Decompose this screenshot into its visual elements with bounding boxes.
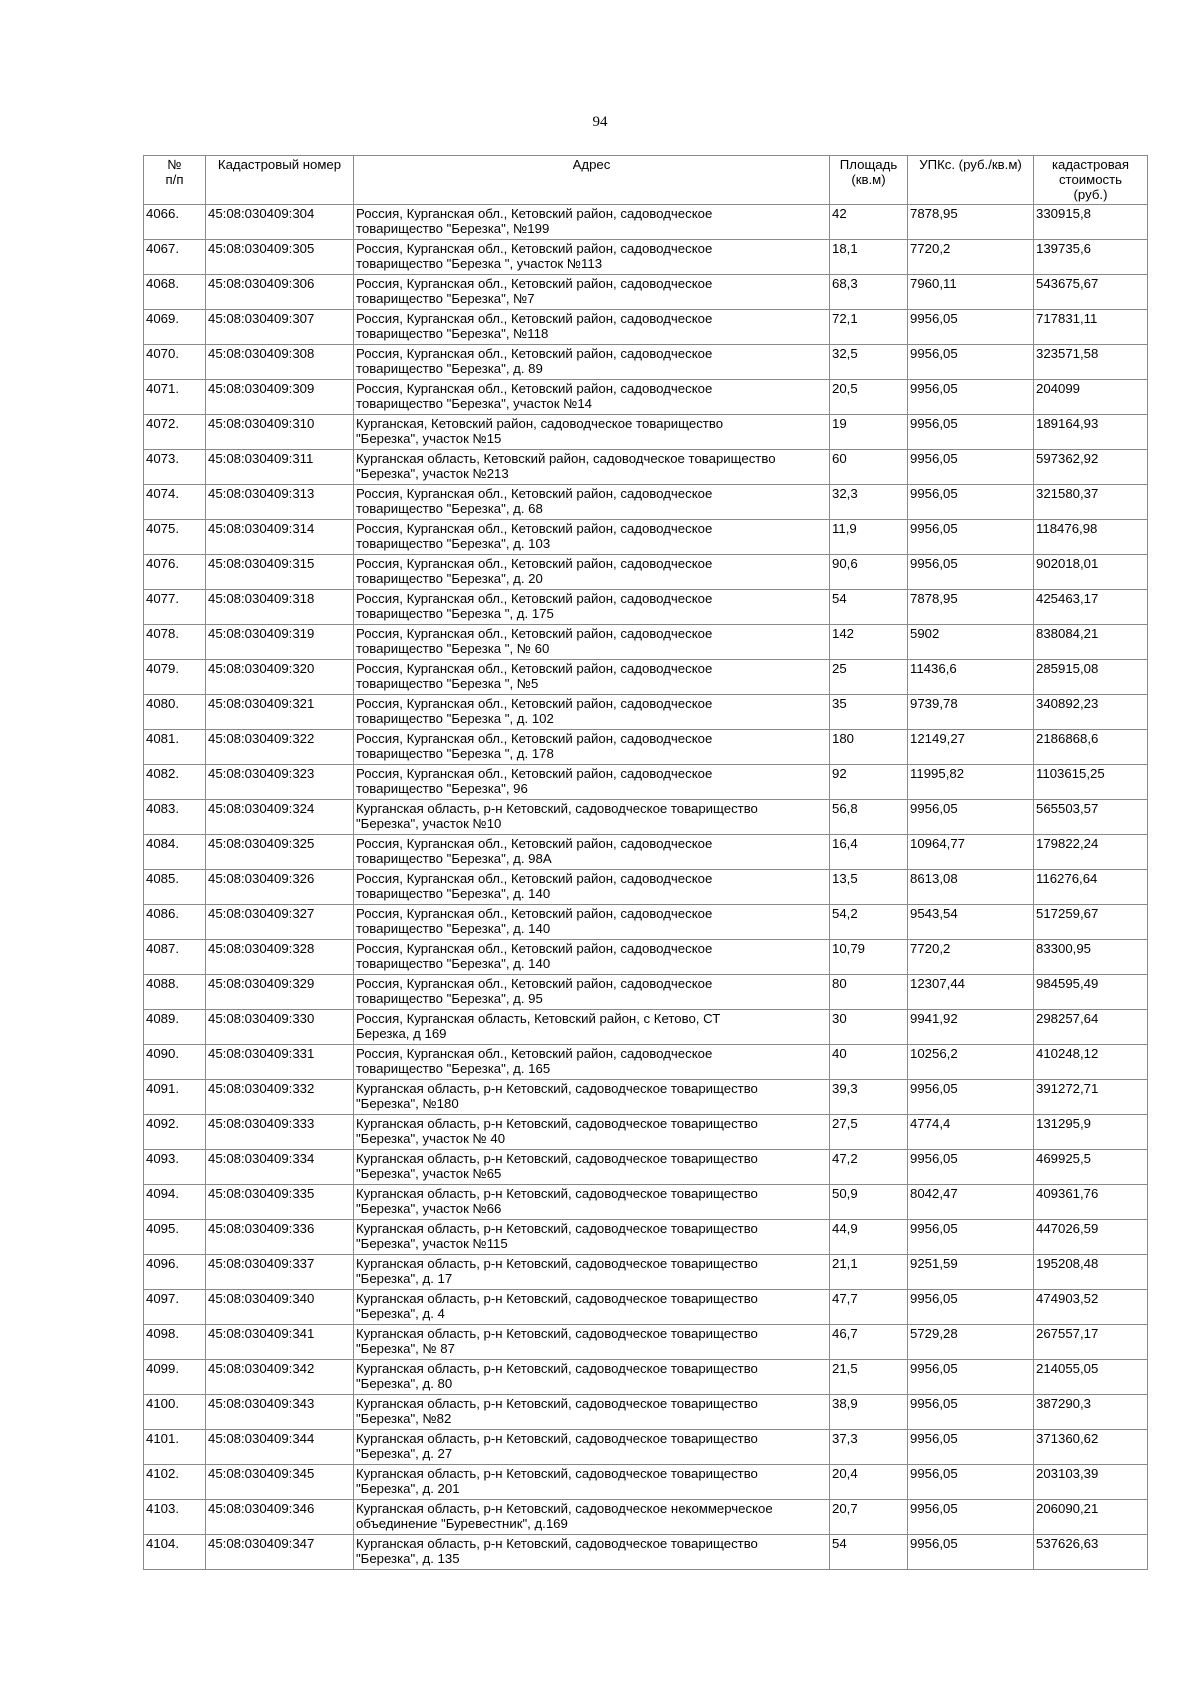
cadastral-number: 45:08:030409:305 (206, 240, 354, 275)
upks: 8042,47 (908, 1185, 1034, 1220)
cadastral-number: 45:08:030409:345 (206, 1465, 354, 1500)
cadastral-number: 45:08:030409:331 (206, 1045, 354, 1080)
cadastral-number: 45:08:030409:340 (206, 1290, 354, 1325)
table-row (144, 835, 1148, 870)
cadastral-value: 2186868,6 (1034, 730, 1148, 765)
upks: 9956,05 (908, 1220, 1034, 1255)
cadastral-value: 323571,58 (1034, 345, 1148, 380)
area: 54 (830, 1535, 908, 1570)
address: Россия, Курганская обл., Кетовский район, садоводческое товарищество "Березка", д. 98А (354, 835, 830, 870)
cadastral-value: 267557,17 (1034, 1325, 1148, 1360)
upks: 9956,05 (908, 345, 1034, 380)
upks: 9956,05 (908, 555, 1034, 590)
area: 32,3 (830, 485, 908, 520)
upks: 7878,95 (908, 590, 1034, 625)
upks: 5729,28 (908, 1325, 1034, 1360)
cadastral-number: 45:08:030409:334 (206, 1150, 354, 1185)
row-number: 4090. (144, 1045, 206, 1080)
cadastral-number: 45:08:030409:315 (206, 555, 354, 590)
cadastral-number: 45:08:030409:307 (206, 310, 354, 345)
row-number: 4071. (144, 380, 206, 415)
address: Курганская область, р-н Кетовский, садоводческое некоммерческое объединение "Буревестник", д.169 (354, 1500, 830, 1535)
cadastral-value: 131295,9 (1034, 1115, 1148, 1150)
cadastral-value: 984595,49 (1034, 975, 1148, 1010)
cadastral-value: 179822,24 (1034, 835, 1148, 870)
cadastral-value: 902018,01 (1034, 555, 1148, 590)
row-number: 4077. (144, 590, 206, 625)
cadastral-number: 45:08:030409:318 (206, 590, 354, 625)
cadastral-number: 45:08:030409:341 (206, 1325, 354, 1360)
row-number: 4101. (144, 1430, 206, 1465)
cadastral-number: 45:08:030409:320 (206, 660, 354, 695)
row-number: 4095. (144, 1220, 206, 1255)
table-row (144, 1290, 1148, 1325)
cadastral-number: 45:08:030409:309 (206, 380, 354, 415)
upks: 9251,59 (908, 1255, 1034, 1290)
upks: 9956,05 (908, 310, 1034, 345)
row-number: 4072. (144, 415, 206, 450)
upks: 9956,05 (908, 1535, 1034, 1570)
cadastral-value: 1103615,25 (1034, 765, 1148, 800)
address: Россия, Курганская обл., Кетовский район, садоводческое товарищество "Березка", 96 (354, 765, 830, 800)
header-cadastral-number: Кадастровый номер (206, 156, 354, 205)
address: Курганская область, р-н Кетовский, садоводческое товарищество "Березка", №180 (354, 1080, 830, 1115)
header-number: № п/п (144, 156, 206, 205)
address: Курганская, Кетовский район, садоводческое товарищество "Березка", участок №15 (354, 415, 830, 450)
cadastral-number: 45:08:030409:335 (206, 1185, 354, 1220)
row-number: 4085. (144, 870, 206, 905)
cadastral-value: 195208,48 (1034, 1255, 1148, 1290)
area: 27,5 (830, 1115, 908, 1150)
row-number: 4086. (144, 905, 206, 940)
row-number: 4068. (144, 275, 206, 310)
row-number: 4103. (144, 1500, 206, 1535)
table-row (144, 1115, 1148, 1150)
upks: 9956,05 (908, 1430, 1034, 1465)
area: 20,4 (830, 1465, 908, 1500)
cadastral-number: 45:08:030409:344 (206, 1430, 354, 1465)
cadastral-number: 45:08:030409:314 (206, 520, 354, 555)
upks: 9956,05 (908, 800, 1034, 835)
address: Россия, Курганская обл., Кетовский район, садоводческое товарищество "Березка", №199 (354, 205, 830, 240)
area: 54,2 (830, 905, 908, 940)
cadastral-number: 45:08:030409:327 (206, 905, 354, 940)
address: Россия, Курганская обл., Кетовский район, садоводческое товарищество "Березка", д. 140 (354, 870, 830, 905)
address: Россия, Курганская обл., Кетовский район, садоводческое товарищество "Березка", д. 89 (354, 345, 830, 380)
cadastral-value: 391272,71 (1034, 1080, 1148, 1115)
row-number: 4098. (144, 1325, 206, 1360)
upks: 9956,05 (908, 485, 1034, 520)
row-number: 4066. (144, 205, 206, 240)
address: Курганская область, р-н Кетовский, садоводческое товарищество "Березка", участок №66 (354, 1185, 830, 1220)
cadastral-number: 45:08:030409:326 (206, 870, 354, 905)
upks: 7720,2 (908, 940, 1034, 975)
area: 54 (830, 590, 908, 625)
cadastral-value: 597362,92 (1034, 450, 1148, 485)
row-number: 4093. (144, 1150, 206, 1185)
row-number: 4067. (144, 240, 206, 275)
row-number: 4089. (144, 1010, 206, 1045)
address: Россия, Курганская обл., Кетовский район, садоводческое товарищество "Березка", д. 95 (354, 975, 830, 1010)
row-number: 4087. (144, 940, 206, 975)
cadastral-number: 45:08:030409:304 (206, 205, 354, 240)
address: Россия, Курганская обл., Кетовский район, садоводческое товарищество "Березка", д. 165 (354, 1045, 830, 1080)
table-row (144, 485, 1148, 520)
cadastral-value: 118476,98 (1034, 520, 1148, 555)
area: 47,2 (830, 1150, 908, 1185)
cadastral-value: 838084,21 (1034, 625, 1148, 660)
cadastral-value: 371360,62 (1034, 1430, 1148, 1465)
upks: 9956,05 (908, 1290, 1034, 1325)
cadastral-number: 45:08:030409:346 (206, 1500, 354, 1535)
cadastral-value: 214055,05 (1034, 1360, 1148, 1395)
area: 180 (830, 730, 908, 765)
area: 30 (830, 1010, 908, 1045)
table-row (144, 1255, 1148, 1290)
address: Курганская область, р-н Кетовский, садоводческое товарищество "Березка", д. 80 (354, 1360, 830, 1395)
table-row (144, 1185, 1148, 1220)
row-number: 4088. (144, 975, 206, 1010)
table-row (144, 940, 1148, 975)
upks: 9956,05 (908, 1500, 1034, 1535)
table-row (144, 625, 1148, 660)
address: Россия, Курганская обл., Кетовский район, садоводческое товарищество "Березка ", д. 102 (354, 695, 830, 730)
cadastral-value: 285915,08 (1034, 660, 1148, 695)
table-row (144, 1500, 1148, 1535)
area: 19 (830, 415, 908, 450)
cadastral-number: 45:08:030409:329 (206, 975, 354, 1010)
area: 80 (830, 975, 908, 1010)
cadastral-value: 447026,59 (1034, 1220, 1148, 1255)
area: 11,9 (830, 520, 908, 555)
area: 35 (830, 695, 908, 730)
cadastral-number: 45:08:030409:343 (206, 1395, 354, 1430)
cadastral-number: 45:08:030409:319 (206, 625, 354, 660)
upks: 9941,92 (908, 1010, 1034, 1045)
table-row (144, 1045, 1148, 1080)
address: Россия, Курганская область, Кетовский район, с Кетово, СТ Березка, д 169 (354, 1010, 830, 1045)
row-number: 4084. (144, 835, 206, 870)
upks: 8613,08 (908, 870, 1034, 905)
upks: 9543,54 (908, 905, 1034, 940)
cadastral-number: 45:08:030409:323 (206, 765, 354, 800)
upks: 9956,05 (908, 520, 1034, 555)
table-row (144, 1010, 1148, 1045)
upks: 11436,6 (908, 660, 1034, 695)
table-row (144, 870, 1148, 905)
address: Курганская область, р-н Кетовский, садоводческое товарищество "Березка", д. 4 (354, 1290, 830, 1325)
row-number: 4104. (144, 1535, 206, 1570)
cadastral-number: 45:08:030409:324 (206, 800, 354, 835)
header-row (144, 156, 1148, 205)
area: 21,5 (830, 1360, 908, 1395)
cadastral-value: 203103,39 (1034, 1465, 1148, 1500)
upks: 9956,05 (908, 1395, 1034, 1430)
address: Россия, Курганская обл., Кетовский район, садоводческое товарищество "Березка", №7 (354, 275, 830, 310)
address: Россия, Курганская обл., Кетовский район, садоводческое товарищество "Березка", №118 (354, 310, 830, 345)
row-number: 4078. (144, 625, 206, 660)
cadastral-value: 298257,64 (1034, 1010, 1148, 1045)
table-row (144, 1080, 1148, 1115)
header-cadastral-value: кадастровая стоимость (руб.) (1034, 156, 1148, 205)
cadastral-value: 543675,67 (1034, 275, 1148, 310)
area: 32,5 (830, 345, 908, 380)
cadastral-number: 45:08:030409:321 (206, 695, 354, 730)
area: 47,7 (830, 1290, 908, 1325)
row-number: 4079. (144, 660, 206, 695)
table-row (144, 1220, 1148, 1255)
header-area: Площадь (кв.м) (830, 156, 908, 205)
cadastral-number: 45:08:030409:337 (206, 1255, 354, 1290)
address: Россия, Курганская обл., Кетовский район, садоводческое товарищество "Березка ", д. 178 (354, 730, 830, 765)
table-row (144, 800, 1148, 835)
row-number: 4100. (144, 1395, 206, 1430)
cadastral-value: 410248,12 (1034, 1045, 1148, 1080)
area: 50,9 (830, 1185, 908, 1220)
row-number: 4091. (144, 1080, 206, 1115)
cadastral-value: 717831,11 (1034, 310, 1148, 345)
row-number: 4080. (144, 695, 206, 730)
header-upks: УПКс. (руб./кв.м) (908, 156, 1034, 205)
address: Курганская область, р-н Кетовский, садоводческое товарищество "Березка", участок №10 (354, 800, 830, 835)
upks: 12307,44 (908, 975, 1034, 1010)
cadastral-number: 45:08:030409:332 (206, 1080, 354, 1115)
cadastral-number: 45:08:030409:342 (206, 1360, 354, 1395)
page-number: 94 (592, 114, 608, 130)
cadastral-number: 45:08:030409:322 (206, 730, 354, 765)
table-row (144, 1395, 1148, 1430)
area: 42 (830, 205, 908, 240)
area: 60 (830, 450, 908, 485)
upks: 9739,78 (908, 695, 1034, 730)
row-number: 4073. (144, 450, 206, 485)
upks: 9956,05 (908, 1465, 1034, 1500)
cadastral-value: 517259,67 (1034, 905, 1148, 940)
address: Россия, Курганская обл., Кетовский район, садоводческое товарищество "Березка ", №5 (354, 660, 830, 695)
address: Россия, Курганская обл., Кетовский район, садоводческое товарищество "Березка ", участок №113 (354, 240, 830, 275)
upks: 11995,82 (908, 765, 1034, 800)
row-number: 4081. (144, 730, 206, 765)
table-row (144, 555, 1148, 590)
address: Курганская область, р-н Кетовский, садоводческое товарищество "Березка", №82 (354, 1395, 830, 1430)
row-number: 4096. (144, 1255, 206, 1290)
area: 38,9 (830, 1395, 908, 1430)
address: Россия, Курганская обл., Кетовский район, садоводческое товарищество "Березка ", д. 175 (354, 590, 830, 625)
row-number: 4075. (144, 520, 206, 555)
address: Россия, Курганская обл., Кетовский район, садоводческое товарищество "Березка", д. 20 (354, 555, 830, 590)
table-row (144, 310, 1148, 345)
cadastral-number: 45:08:030409:325 (206, 835, 354, 870)
address: Россия, Курганская обл., Кетовский район, садоводческое товарищество "Березка", д. 68 (354, 485, 830, 520)
address: Курганская область, р-н Кетовский, садоводческое товарищество "Березка", д. 17 (354, 1255, 830, 1290)
address: Курганская область, р-н Кетовский, садоводческое товарищество "Березка", участок № 40 (354, 1115, 830, 1150)
row-number: 4102. (144, 1465, 206, 1500)
table-row (144, 345, 1148, 380)
cadastral-number: 45:08:030409:347 (206, 1535, 354, 1570)
upks: 9956,05 (908, 1360, 1034, 1395)
cadastral-value: 189164,93 (1034, 415, 1148, 450)
cadastral-value: 537626,63 (1034, 1535, 1148, 1570)
address: Курганская область, р-н Кетовский, садоводческое товарищество "Березка", д. 135 (354, 1535, 830, 1570)
area: 18,1 (830, 240, 908, 275)
table-row (144, 1150, 1148, 1185)
cadastral-number: 45:08:030409:328 (206, 940, 354, 975)
table-row (144, 1325, 1148, 1360)
address: Россия, Курганская обл., Кетовский район, садоводческое товарищество "Березка ", № 60 (354, 625, 830, 660)
table-row (144, 275, 1148, 310)
cadastral-value: 116276,64 (1034, 870, 1148, 905)
address: Курганская область, р-н Кетовский, садоводческое товарищество "Березка", д. 27 (354, 1430, 830, 1465)
area: 40 (830, 1045, 908, 1080)
area: 20,7 (830, 1500, 908, 1535)
upks: 9956,05 (908, 380, 1034, 415)
row-number: 4082. (144, 765, 206, 800)
cadastral-value: 565503,57 (1034, 800, 1148, 835)
row-number: 4097. (144, 1290, 206, 1325)
area: 92 (830, 765, 908, 800)
area: 16,4 (830, 835, 908, 870)
upks: 7878,95 (908, 205, 1034, 240)
upks: 12149,27 (908, 730, 1034, 765)
table-row (144, 975, 1148, 1010)
cadastral-value: 474903,52 (1034, 1290, 1148, 1325)
upks: 7960,11 (908, 275, 1034, 310)
cadastral-value: 139735,6 (1034, 240, 1148, 275)
address: Курганская область, р-н Кетовский, садоводческое товарищество "Березка", д. 201 (354, 1465, 830, 1500)
cadastral-number: 45:08:030409:333 (206, 1115, 354, 1150)
area: 10,79 (830, 940, 908, 975)
table-row (144, 1430, 1148, 1465)
row-number: 4069. (144, 310, 206, 345)
row-number: 4092. (144, 1115, 206, 1150)
area: 142 (830, 625, 908, 660)
area: 46,7 (830, 1325, 908, 1360)
cadastral-value: 330915,8 (1034, 205, 1148, 240)
row-number: 4074. (144, 485, 206, 520)
area: 37,3 (830, 1430, 908, 1465)
table-row (144, 415, 1148, 450)
cadastral-value: 425463,17 (1034, 590, 1148, 625)
area: 13,5 (830, 870, 908, 905)
table-row (144, 1360, 1148, 1395)
address: Россия, Курганская обл., Кетовский район, садоводческое товарищество "Березка", д. 103 (354, 520, 830, 555)
table-row (144, 205, 1148, 240)
upks: 5902 (908, 625, 1034, 660)
cadastral-number: 45:08:030409:308 (206, 345, 354, 380)
address: Россия, Курганская обл., Кетовский район, садоводческое товарищество "Березка", участок №14 (354, 380, 830, 415)
address: Курганская область, р-н Кетовский, садоводческое товарищество "Березка", участок №115 (354, 1220, 830, 1255)
table-row (144, 380, 1148, 415)
row-number: 4099. (144, 1360, 206, 1395)
table-row (144, 730, 1148, 765)
address: Курганская область, р-н Кетовский, садоводческое товарищество "Березка", участок №65 (354, 1150, 830, 1185)
area: 25 (830, 660, 908, 695)
area: 56,8 (830, 800, 908, 835)
area: 44,9 (830, 1220, 908, 1255)
table-row (144, 695, 1148, 730)
table-row (144, 520, 1148, 555)
header-address: Адрес (354, 156, 830, 205)
table-row (144, 660, 1148, 695)
upks: 10964,77 (908, 835, 1034, 870)
cadastral-number: 45:08:030409:311 (206, 450, 354, 485)
cadastral-number: 45:08:030409:313 (206, 485, 354, 520)
cadastral-table (143, 155, 1148, 1570)
upks: 7720,2 (908, 240, 1034, 275)
upks: 10256,2 (908, 1045, 1034, 1080)
cadastral-number: 45:08:030409:336 (206, 1220, 354, 1255)
upks: 9956,05 (908, 1150, 1034, 1185)
table-row (144, 240, 1148, 275)
cadastral-value: 409361,76 (1034, 1185, 1148, 1220)
row-number: 4083. (144, 800, 206, 835)
cadastral-number: 45:08:030409:330 (206, 1010, 354, 1045)
table-row (144, 905, 1148, 940)
cadastral-number: 45:08:030409:306 (206, 275, 354, 310)
address: Курганская область, Кетовский район, садоводческое товарищество "Березка", участок №213 (354, 450, 830, 485)
cadastral-value: 321580,37 (1034, 485, 1148, 520)
upks: 9956,05 (908, 415, 1034, 450)
upks: 4774,4 (908, 1115, 1034, 1150)
row-number: 4094. (144, 1185, 206, 1220)
cadastral-value: 83300,95 (1034, 940, 1148, 975)
cadastral-value: 469925,5 (1034, 1150, 1148, 1185)
table-row (144, 1535, 1148, 1570)
area: 72,1 (830, 310, 908, 345)
area: 68,3 (830, 275, 908, 310)
area: 21,1 (830, 1255, 908, 1290)
upks: 9956,05 (908, 450, 1034, 485)
cadastral-value: 204099 (1034, 380, 1148, 415)
row-number: 4076. (144, 555, 206, 590)
cadastral-value: 387290,3 (1034, 1395, 1148, 1430)
address: Россия, Курганская обл., Кетовский район, садоводческое товарищество "Березка", д. 140 (354, 940, 830, 975)
table-row (144, 590, 1148, 625)
cadastral-value: 206090,21 (1034, 1500, 1148, 1535)
table-row (144, 1465, 1148, 1500)
area: 20,5 (830, 380, 908, 415)
upks: 9956,05 (908, 1080, 1034, 1115)
address: Курганская область, р-н Кетовский, садоводческое товарищество "Березка", № 87 (354, 1325, 830, 1360)
table-row (144, 765, 1148, 800)
address: Россия, Курганская обл., Кетовский район, садоводческое товарищество "Березка", д. 140 (354, 905, 830, 940)
area: 90,6 (830, 555, 908, 590)
cadastral-value: 340892,23 (1034, 695, 1148, 730)
table-row (144, 450, 1148, 485)
row-number: 4070. (144, 345, 206, 380)
cadastral-number: 45:08:030409:310 (206, 415, 354, 450)
area: 39,3 (830, 1080, 908, 1115)
